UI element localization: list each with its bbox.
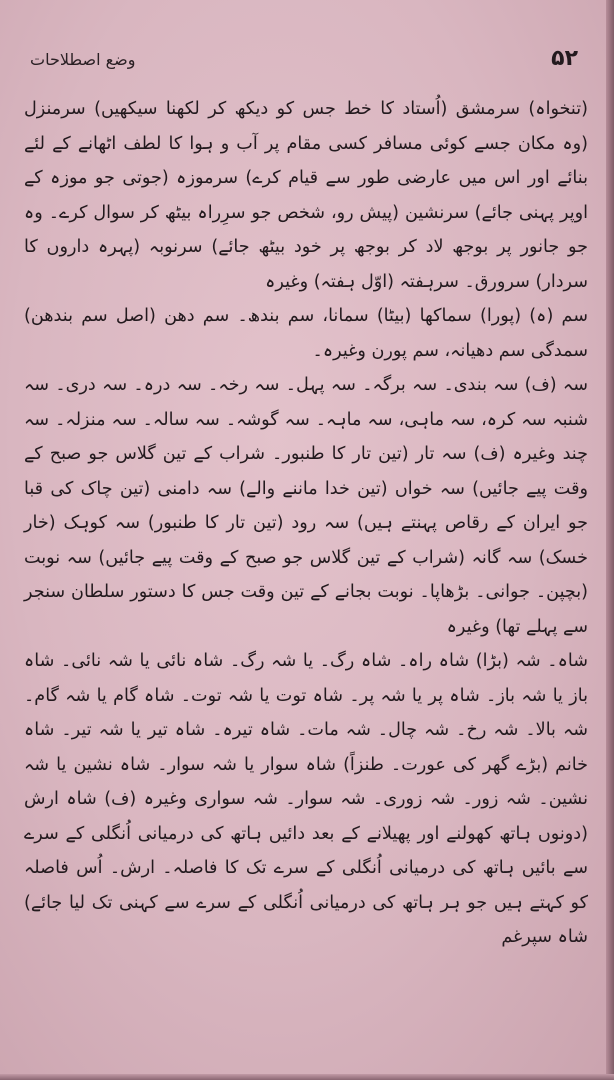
page-edge-shadow-bottom [0, 1074, 614, 1080]
running-head: وضع اصطلاحات [30, 50, 136, 69]
paragraph-sar-entries: (تنخواہ) سرمشق (اُستاد کا خط جس کو دیکھ کر لکھنا سیکھیں) سرمنزل (وہ مکان جسے کوئی مسافر کسی مقام پر آب و ہوا کا لطف اٹھانے کے لئے بنائے اور اس میں عارضی طور سے قیام کرے) سرموزہ (جوتی جو موزہ کے اوپر پہنی جائے) سرنشین (پیش رو، شخص جو سرِراہ بیٹھ کر سوال کرے۔ وہ جو جانور پر بوجھ لاد کر بوجھ پر خود بیٹھ جائے) سرنوبہ (پہرہ داروں کا سردار) سرورق۔ سرہفتہ (اوّل ہفتہ) وغیرہ [24, 99, 588, 292]
page-header [30, 46, 578, 76]
body-text [24, 92, 588, 955]
paragraph-sam-entries: سم (ہ) (پورا) سماکھا (بیٹا) سمانا، سم بندھ۔ سم دھن (اصل سم بندھن) سمدگی سم دھیانہ، سم پورن وغیرہ۔ [24, 306, 588, 361]
page-edge-shadow-right [606, 0, 614, 1080]
paragraph-seh-entries: سہ (ف) سہ بندی۔ سہ برگہ۔ سہ پہل۔ سہ رخہ۔ سہ درہ۔ سہ دری۔ سہ شنبہ سہ کرہ، سہ ماہی، سہ ماہہ۔ سہ گوشہ۔ سہ سالہ۔ سہ منزلہ۔ سہ چند وغیرہ (ف) سہ تار (تین تار کا طنبور۔ شراب کے تین گلاس جو صبح کے وقت پیے جائیں) سہ خواں (تین خدا ماننے والے) سہ دامنی (تین چاک کی قبا جو ایران کے رقاص پہنتے ہیں) سہ رود (تین تار کا طنبور) سہ کوہک (خار خسک) سہ گانہ (شراب کے تین گلاس جو صبح کے وقت پیے جائیں) سہ نوبت (بچپن۔ جوانی۔ بڑھاپا۔ نوبت بجانے کے تین وقت جس کا دستور سلطان سنجر سے پہلے تھا) وغیرہ [24, 375, 588, 637]
page-number: ۵۲ [551, 46, 578, 71]
paragraph-shah-entries: شاہ۔ شہ (بڑا) شاہ راہ۔ شاہ رگ۔ یا شہ رگ۔ شاہ نائی یا شہ نائی۔ شاہ باز یا شہ باز۔ شاہ پر یا شہ پر۔ شاہ توت یا شہ توت۔ شاہ گام یا شہ گام۔ شہ بالا۔ شہ رخ۔ شہ چال۔ شہ مات۔ شاہ تیرہ۔ شاہ تیر یا شہ تیر۔ شاہ خانم (بڑے گھر کی عورت۔ طنزاً) شاہ سوار یا شہ سوار۔ شاہ نشین یا شہ نشین۔ شہ زور۔ شہ زوری۔ شہ سوار۔ شہ سواری وغیرہ (ف) شاہ ارش (دونوں ہاتھ کھولنے اور پھیلانے کے بعد دائیں ہاتھ کی درمیانی اُنگلی کے سرے سے بائیں ہاتھ کی درمیانی اُنگلی کے سرے تک کا فاصلہ۔ ارش۔ اُس فاصلہ کو کہتے ہیں جو ہر ہاتھ کی درمیانی اُنگلی کے سرے سے کہنی تک لیا جائے) شاہ سپرغم [24, 651, 588, 947]
